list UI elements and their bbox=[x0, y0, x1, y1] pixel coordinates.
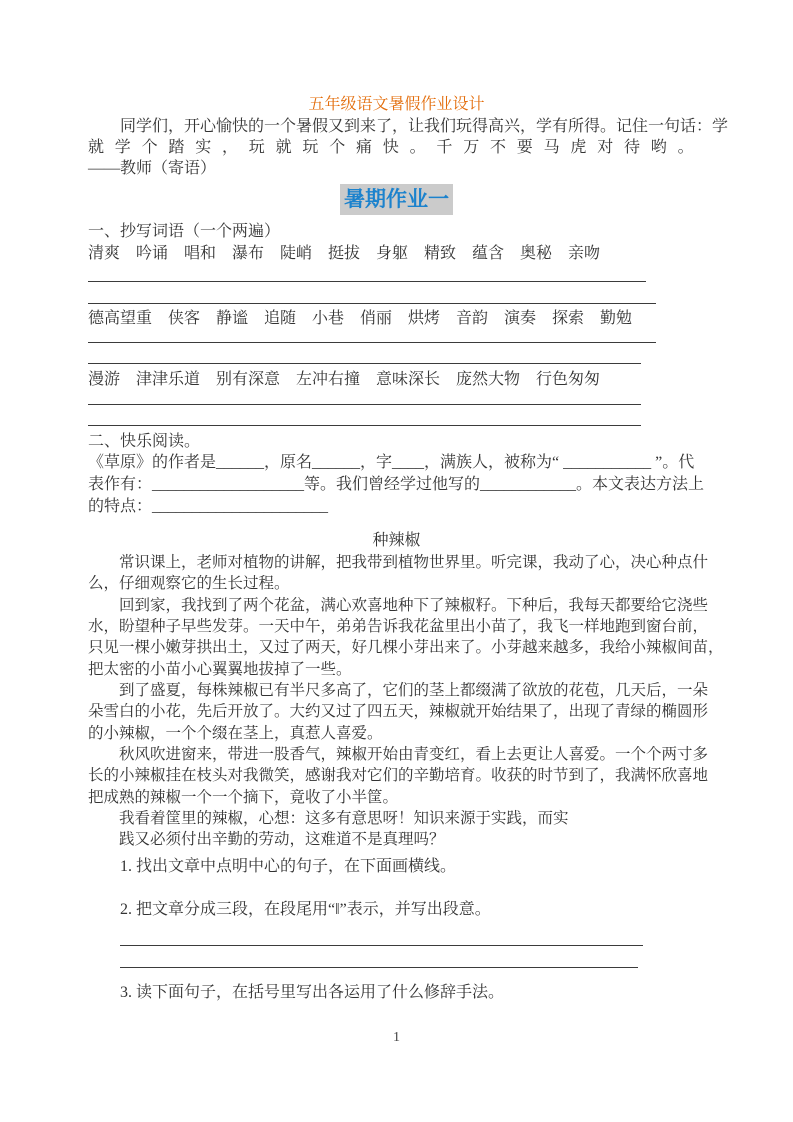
passage-line: 长的小辣椒挂在枝头对我微笑，感谢我对它们的辛勤培育。收获的时节到了，我满怀欣喜地 bbox=[88, 767, 709, 785]
word-row-1: 清爽 吟诵 唱和 瀑布 陡峭 挺拔 身躯 精致 蕴含 奥秘 亲吻 bbox=[88, 245, 601, 262]
passage-line: 到了盛夏，每株辣椒已有半尺多高了，它们的茎上都缀满了欲放的花苞，几天后，一朵 bbox=[119, 682, 709, 700]
writing-line bbox=[88, 363, 641, 364]
answer-line bbox=[120, 945, 643, 946]
passage-line: 水，盼望种子早些发芽。一天中午，弟弟告诉我花盆里出小苗了，我飞一样地跑到窗台前， bbox=[88, 618, 709, 636]
passage-line: 把太密的小苗小心翼翼地拔掉了一些。 bbox=[88, 660, 352, 678]
passage-line: 我看着筐里的辣椒，心想：这多有意思呀！知识来源于实践，而实 bbox=[119, 810, 569, 828]
passage-line: 常识课上，老师对植物的讲解，把我带到植物世界里。听完课，我动了心，决心种点什 bbox=[119, 554, 709, 571]
homework-banner: 暑期作业一 bbox=[340, 184, 453, 215]
passage-line: 回到家，我找到了两个花盆，满心欢喜地种下了辣椒籽。下种后，我每天都要给它浇些 bbox=[119, 596, 709, 614]
page-number: 1 bbox=[393, 1030, 400, 1045]
passage-line: 朵雪白的小花，先后开放了。大约又过了四五天，辣椒就开始结果了，出现了青绿的椭圆形 bbox=[88, 703, 709, 721]
writing-line bbox=[88, 281, 646, 282]
passage-body bbox=[88, 552, 728, 851]
passage-line: 的小辣椒，一个个缀在茎上，真惹人喜爱。 bbox=[88, 724, 383, 742]
writing-line bbox=[88, 425, 641, 426]
fill-line-3: 的特点：______________________ bbox=[88, 498, 329, 515]
word-row-2: 德高望重 侠客 静谧 追随 小巷 俏丽 烘烤 音韵 演奏 探索 勤勉 bbox=[88, 310, 633, 327]
passage-title: 种辣椒 bbox=[372, 532, 421, 549]
homework-banner-row bbox=[0, 184, 793, 215]
passage-line: 秋风吹进窗来，带进一股香气，辣椒开始由青变红，看上去更让人喜爱。一个个两寸多 bbox=[119, 746, 709, 764]
intro-line-3: ——教师（寄语） bbox=[88, 160, 217, 177]
fill-line-1: 《草原》的作者是______，原名______，字____，满族人，被称为“ ___________ ”。代 bbox=[88, 454, 695, 471]
writing-line bbox=[88, 303, 656, 304]
passage-line: 践又必须付出辛勤的劳动，这难道不是真理吗？ bbox=[119, 831, 445, 849]
question-3: 3. 读下面句子，在括号里写出各运用了什么修辞手法。 bbox=[120, 984, 505, 1001]
intro-line-1: 同学们，开心愉快的一个暑假又到来了，让我们玩得高兴，学有所得。记住一句话：学 bbox=[120, 118, 729, 135]
word-row-3: 漫游 津津乐道 别有深意 左冲右撞 意味深长 庞然大物 行色匆匆 bbox=[88, 371, 601, 388]
answer-line bbox=[120, 967, 638, 968]
section1-heading: 一、抄写词语（一个两遍） bbox=[88, 223, 281, 240]
doc-title: 五年级语文暑假作业设计 bbox=[308, 96, 485, 113]
intro-line-2: 就学个踏实，玩就玩个痛快。千万不要马虎对待哟。 bbox=[88, 139, 705, 156]
question-2: 2. 把文章分成三段，在段尾用“‖”表示，并写出段意。 bbox=[120, 901, 491, 918]
passage-line: 只见一棵小嫩芽拱出土，又过了两天，好几棵小芽出来了。小芽越来越多，我给小辣椒间苗， bbox=[88, 639, 724, 657]
fill-line-2: 表作有：___________________等。我们曾经学过他写的____________。本文表达方法上 bbox=[88, 476, 705, 493]
section2-heading: 二、快乐阅读。 bbox=[88, 433, 201, 450]
question-1: 1. 找出文章中点明中心的句子，在下面画横线。 bbox=[120, 858, 457, 875]
passage-line: 么，仔细观察它的生长过程。 bbox=[88, 575, 290, 593]
passage-line: 把成熟的辣椒一个一个摘下，竟收了小半筐。 bbox=[88, 788, 399, 806]
writing-line bbox=[88, 342, 656, 343]
writing-line bbox=[88, 404, 641, 405]
